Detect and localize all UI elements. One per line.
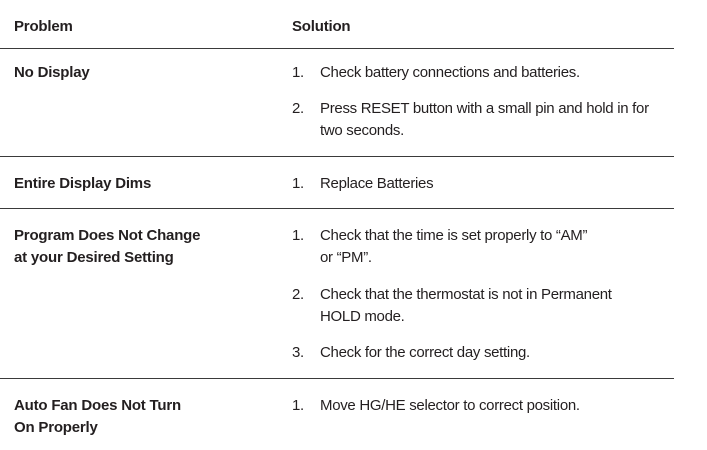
solution-step [292,98,682,142]
solution-step [292,225,682,269]
step-text: Move HG/HE selector to correct position. [320,397,580,414]
step-text: Check that the thermostat is not in Permanent HOLD mode. [320,286,612,325]
step-text: Check that the time is set properly to “AM” or “PM”. [320,227,588,266]
step-number: 2. [292,286,304,303]
step-number: 2. [292,100,304,117]
step-text: Check battery connections and batteries. [320,64,580,81]
solution-step [292,342,682,364]
table-divider [0,156,674,157]
table-divider [0,48,674,49]
step-text: Replace Batteries [320,175,434,192]
solution-step [292,284,682,328]
solution-step [292,62,682,84]
step-number: 1. [292,64,304,81]
problem-no-display: No Display [14,64,90,81]
problem-program-does-not-change: Program Does Not Change at your Desired Setting [14,227,201,266]
table-divider [0,208,674,209]
step-number: 1. [292,175,304,192]
problem-column-header: Problem [14,18,73,35]
table-divider [0,378,674,379]
problem-auto-fan: Auto Fan Does Not Turn On Properly [14,397,181,436]
solution-column-header: Solution [292,18,351,35]
solution-step [292,395,682,417]
step-text: Press RESET button with a small pin and hold in for two seconds. [320,100,649,139]
step-number: 3. [292,344,304,361]
step-text: Check for the correct day setting. [320,344,530,361]
problem-entire-display-dims: Entire Display Dims [14,175,152,192]
step-number: 1. [292,227,304,244]
solution-step [292,173,682,195]
step-number: 1. [292,397,304,414]
